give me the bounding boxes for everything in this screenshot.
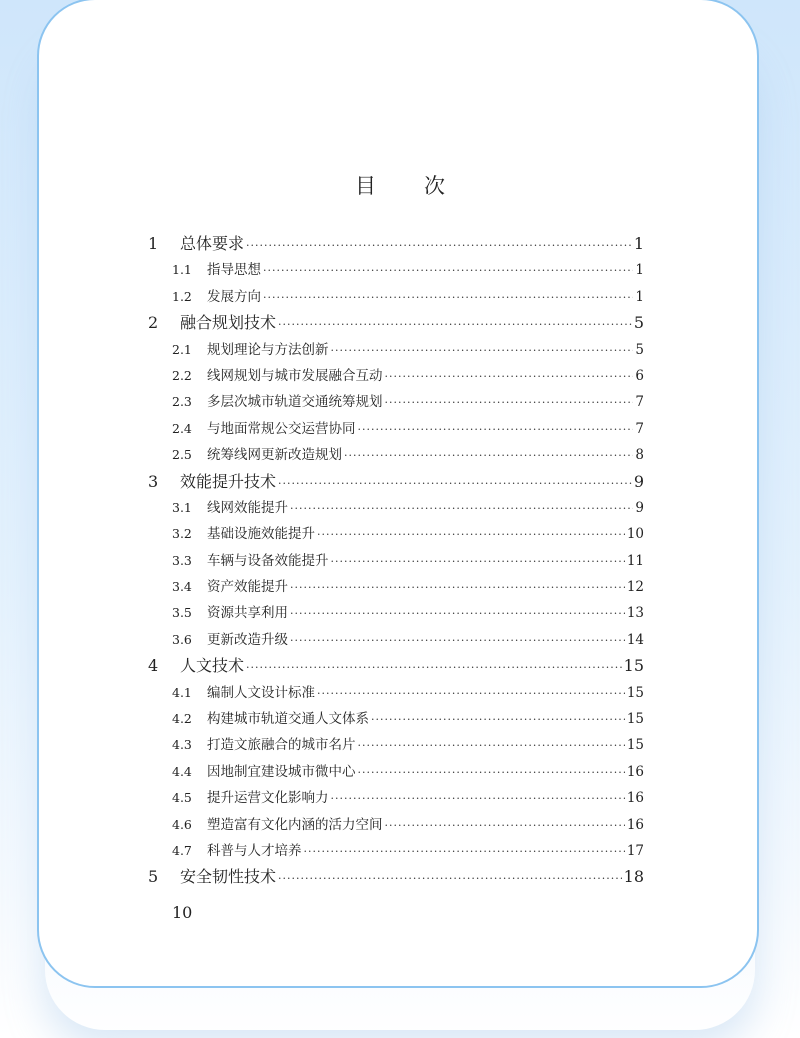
entry-number: 3 [148,471,159,491]
entry-number: 3.1 [172,499,192,515]
dot-leader [278,312,632,338]
entry-title: 车辆与设备效能提升 [207,552,329,569]
dot-leader [290,628,625,654]
entry-page: 15 [626,737,644,754]
toc-chapter-entry[interactable] [148,864,644,890]
entry-page: 14 [626,631,644,648]
toc-section-entry[interactable] [148,416,644,442]
entry-number: 2.3 [172,394,192,410]
entry-page: 1 [635,262,644,279]
toc-section-entry[interactable] [148,495,644,521]
toc-chapter-entry[interactable] [148,653,644,679]
entry-page: 1 [635,288,644,305]
entry-number: 1.2 [172,288,192,304]
entry-title: 线网效能提升 [207,499,288,516]
entry-number: 4.6 [172,816,192,832]
entry-number: 4 [148,656,159,676]
entry-title: 效能提升技术 [180,471,277,491]
entry-number: 4.4 [172,763,192,779]
toc-section-entry[interactable] [148,284,644,310]
entry-title: 总体要求 [180,234,245,253]
entry-page: 12 [626,579,644,596]
dot-leader [278,866,622,892]
entry-page: 1 [633,234,644,253]
entry-number: 4.5 [172,790,192,806]
dot-leader [371,707,625,733]
entry-number: 4.1 [172,684,192,700]
entry-number: 4.2 [172,711,192,727]
entry-title: 融合规划技术 [180,313,277,333]
page-title: 目次 [355,174,493,198]
toc-section-entry[interactable] [148,363,644,389]
dot-leader [263,285,633,311]
toc-section-entry[interactable] [148,680,644,706]
table-of-contents [148,231,644,891]
entry-page: 15 [626,684,644,701]
toc-chapter-entry[interactable] [148,310,644,336]
entry-page: 6 [635,367,644,384]
entry-page: 15 [626,711,644,728]
entry-title: 资产效能提升 [207,579,288,596]
toc-section-entry[interactable] [148,337,644,363]
entry-number: 2.1 [172,341,192,357]
entry-number: 2.2 [172,367,192,383]
entry-page: 5 [633,313,644,333]
entry-page: 10 [626,526,644,543]
entry-title: 与地面常规公交运营协同 [207,420,356,437]
dot-leader [290,575,625,601]
entry-title: 编制人文设计标准 [207,684,315,701]
dot-leader [385,813,625,839]
entry-title: 构建城市轨道交通人文体系 [207,711,369,728]
dot-leader [358,733,625,759]
entry-number: 3.3 [172,552,192,568]
toc-section-entry[interactable] [148,838,644,864]
toc-section-entry[interactable] [148,732,644,758]
dot-leader [304,839,625,865]
entry-title: 资源共享利用 [207,605,288,622]
entry-title: 规划理论与方法创新 [207,341,329,358]
entry-number: 4.3 [172,737,192,753]
entry-page: 11 [626,552,644,569]
toc-section-entry[interactable] [148,812,644,838]
entry-title: 科普与人才培养 [207,842,302,859]
dot-leader [344,443,633,469]
entry-title: 发展方向 [207,288,261,305]
entry-number: 1.1 [172,262,192,278]
entry-title: 安全韧性技术 [180,867,277,887]
entry-number: 1 [148,234,159,253]
toc-section-entry[interactable] [148,574,644,600]
toc-section-entry[interactable] [148,521,644,547]
entry-page: 13 [626,605,644,622]
entry-title: 人文技术 [180,656,245,676]
toc-section-entry[interactable] [148,389,644,415]
toc-section-entry[interactable] [148,257,644,283]
entry-title: 塑造富有文化内涵的活力空间 [207,816,383,833]
entry-page: 16 [626,816,644,833]
dot-leader [385,364,634,390]
entry-title: 指导思想 [207,262,261,279]
entry-page: 7 [635,420,644,437]
entry-number: 3.5 [172,605,192,621]
entry-page: 9 [633,471,644,491]
dot-leader [290,601,625,627]
toc-section-entry[interactable] [148,548,644,574]
entry-title: 基础设施效能提升 [207,526,315,543]
dot-leader [331,549,625,575]
entry-page: 16 [626,790,644,807]
entry-page: 9 [635,499,644,516]
dot-leader [331,338,634,364]
entry-number: 3.2 [172,526,192,542]
toc-section-entry[interactable] [148,785,644,811]
dot-leader [358,760,625,786]
entry-page: 15 [623,656,644,676]
entry-number: 2 [148,313,159,333]
page-number: 10 [172,903,193,922]
entry-title: 打造文旅融合的城市名片 [207,737,356,754]
dot-leader [358,417,634,443]
dot-leader [246,655,622,681]
toc-chapter-entry[interactable] [148,231,644,257]
entry-page: 8 [635,447,644,464]
entry-number: 3.6 [172,631,192,647]
entry-title: 因地制宜建设城市微中心 [207,763,356,780]
entry-number: 4.7 [172,842,192,858]
entry-page: 18 [623,867,644,887]
entry-number: 5 [148,867,159,887]
dot-leader [263,258,633,284]
toc-section-entry[interactable] [148,442,644,468]
toc-section-entry[interactable] [148,600,644,626]
dot-leader [317,522,625,548]
entry-title: 线网规划与城市发展融合互动 [207,367,383,384]
entry-title: 更新改造升级 [207,631,288,648]
entry-page: 5 [635,341,644,358]
entry-number: 2.4 [172,420,192,436]
entry-page: 17 [626,842,644,859]
entry-title: 统筹线网更新改造规划 [207,447,342,464]
entry-title: 多层次城市轨道交通统筹规划 [207,394,383,411]
toc-section-entry[interactable] [148,759,644,785]
dot-leader [290,496,633,522]
toc-section-entry[interactable] [148,627,644,653]
dot-leader [278,471,632,497]
entry-number: 3.4 [172,579,192,595]
entry-page: 7 [635,394,644,411]
toc-chapter-entry[interactable] [148,469,644,495]
dot-leader [317,681,625,707]
dot-leader [246,233,632,259]
entry-page: 16 [626,763,644,780]
entry-number: 2.5 [172,447,192,463]
entry-title: 提升运营文化影响力 [207,790,329,807]
dot-leader [385,390,634,416]
toc-section-entry[interactable] [148,706,644,732]
dot-leader [331,786,625,812]
